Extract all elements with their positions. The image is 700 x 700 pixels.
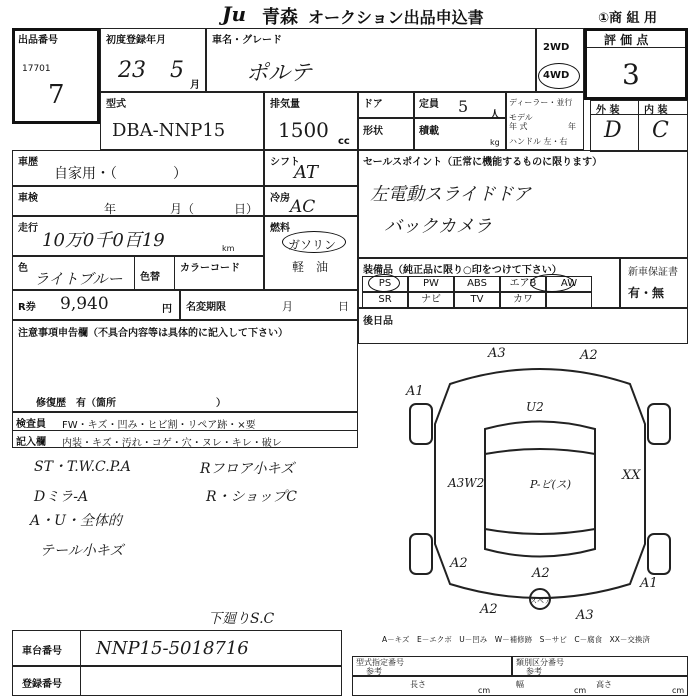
diag-mark-pbs: P-ビ(ス) xyxy=(530,478,572,491)
chassis-value: NNP15-5018716 xyxy=(96,638,249,659)
warranty-value: 有・無 xyxy=(628,286,665,300)
diag-spare: スペア xyxy=(530,597,551,605)
history-label: 車歴 xyxy=(18,157,38,168)
shift-label: シフト xyxy=(270,157,300,168)
dealer-handle: ハンドル 左・右 xyxy=(509,137,568,146)
inspection-day: 日） xyxy=(234,202,259,216)
inspection-year: 年 xyxy=(104,202,117,216)
car-name-value: ポルテ xyxy=(246,61,313,86)
rating-label: 評 価 点 xyxy=(604,33,649,47)
model-label: 型式 xyxy=(106,99,126,110)
inspector-row2: 内装・キズ・汚れ・コゲ・穴・ヌレ・キレ・破レ xyxy=(62,438,282,449)
dim-cm3: cm xyxy=(672,686,685,695)
diag-mark-a1-right: A1 xyxy=(640,576,658,591)
color-change-label: 色替 xyxy=(140,272,160,283)
equipment-cell: PS xyxy=(362,276,408,292)
equipment-cell: SR xyxy=(362,292,408,308)
equipment-cell: ABS xyxy=(454,276,500,292)
first-reg-label: 初度登録年月 xyxy=(106,35,166,46)
first-reg-year: 23 xyxy=(118,58,146,83)
dim-length: 長さ xyxy=(410,680,426,689)
later-date-label: 後日品 xyxy=(363,316,393,327)
equipment-cell: ナビ xyxy=(408,292,454,308)
lot-number: 7 xyxy=(48,80,65,110)
equipment-cell: カワ xyxy=(500,292,546,308)
sales-line2: バックカメラ xyxy=(384,216,492,237)
ext-value: D xyxy=(604,118,622,143)
shape-label: 形状 xyxy=(363,126,383,137)
fuel-label: 燃料 xyxy=(270,223,290,234)
lot-code: 17701 xyxy=(22,64,51,74)
remark-1: ST・T.W.C.P.A xyxy=(34,459,131,475)
class-spec-label: 類別区分番号 xyxy=(516,658,564,667)
lot-label: 出品番号 xyxy=(18,35,58,46)
org-name: 青森 xyxy=(262,7,298,28)
type-spec-sub: 参考 xyxy=(366,667,382,676)
capacity-value: 5 xyxy=(458,97,469,116)
later-date-box xyxy=(358,308,688,344)
diag-mark-a1-left: A1 xyxy=(406,384,424,399)
fuel-diesel: 軽 油 xyxy=(292,260,329,274)
drive-circle xyxy=(538,63,580,89)
aircon-value: AC xyxy=(290,197,316,217)
drive-4wd: 4WD xyxy=(543,70,570,81)
remark-5: Rフロア小キズ xyxy=(200,461,295,477)
remark-7: 下廻りS.C xyxy=(208,611,275,627)
diag-mark-xx: XX xyxy=(622,468,641,483)
recycle-value: 9,940 xyxy=(60,294,109,314)
notes-label: 注意事項申告欄（不具合内容等は具体的に記入して下さい） xyxy=(18,328,288,339)
diag-mark-a3-bottom: A3 xyxy=(576,608,594,623)
int-label: 内 装 xyxy=(644,105,668,116)
mileage-label: 走行 xyxy=(18,223,38,234)
inspection-month: 月（ xyxy=(170,202,195,216)
remark-3: A・U・全体的 xyxy=(30,513,122,529)
car-name-label: 車名・グレード xyxy=(212,35,282,46)
dim-height: 高さ xyxy=(596,680,612,689)
shift-value: AT xyxy=(294,162,319,183)
first-reg-month: 5 xyxy=(170,58,184,83)
equipment-circle-ps xyxy=(368,274,400,292)
diag-mark-a3-top: A3 xyxy=(488,346,506,361)
inspection-label: 車検 xyxy=(18,193,38,204)
fuel-gas: ガソリン xyxy=(288,238,337,252)
sales-label: セールスポイント（正常に機能するものに限ります） xyxy=(363,157,603,168)
displacement-unit: cc xyxy=(338,136,350,147)
first-reg-month-unit: 月 xyxy=(190,80,200,91)
notes-repair: 修復歴 有（箇所 ） xyxy=(36,398,226,409)
recycle-label: R券 xyxy=(18,302,36,313)
dim-cm2: cm xyxy=(574,686,587,695)
name-period-label: 名変期限 xyxy=(186,302,226,313)
equipment-cell: エアB xyxy=(500,276,546,292)
remark-6: R・ショップC xyxy=(206,489,297,505)
load-label: 積載 xyxy=(419,126,439,137)
dealer-model-label: モデル xyxy=(509,113,533,122)
sales-line1: 左電動スライドドア xyxy=(370,184,531,205)
diag-mark-a3w2: A3W2 xyxy=(448,476,485,490)
int-value: C xyxy=(652,118,669,143)
copy-label: ①商 組 用 xyxy=(598,11,658,26)
inspection-box xyxy=(12,186,264,216)
equipment-label: 装備品（純正品に限り○印をつけて下さい） xyxy=(363,265,562,276)
color-value: ライトブルー xyxy=(34,270,123,288)
displacement-label: 排気量 xyxy=(270,99,300,110)
color-label: 色 xyxy=(18,263,28,274)
dim-width: 幅 xyxy=(516,680,524,689)
recycle-unit: 円 xyxy=(162,304,172,315)
inspector-label1: 検査員 xyxy=(16,419,46,430)
equipment-circle-eab xyxy=(530,274,574,292)
drive-2wd: 2WD xyxy=(543,42,570,53)
mileage-unit: km xyxy=(222,244,235,253)
load-unit: kg xyxy=(490,138,500,147)
door-label: ドア xyxy=(363,99,383,110)
dealer-model-unit: 年 xyxy=(568,122,576,131)
capacity-unit: 人 xyxy=(490,110,500,121)
name-period-day: 日 xyxy=(338,300,349,313)
color-code-label: カラーコード xyxy=(180,263,240,274)
dim-cm1: cm xyxy=(478,686,491,695)
rating-value: 3 xyxy=(622,58,640,91)
ju-logo: Ju xyxy=(222,2,247,26)
remark-4: テール小キズ xyxy=(40,543,124,559)
model-value: DBA-NNP15 xyxy=(112,120,226,141)
header xyxy=(0,0,700,28)
aircon-label: 冷房 xyxy=(270,193,290,204)
remark-2: Dミラ-A xyxy=(34,489,89,505)
diag-legend: A－キズ E－エクボ U－凹み W－補修跡 S－サビ C－腐食 XX－交換済 xyxy=(382,635,650,644)
diag-mark-a2-top: A2 xyxy=(580,348,598,363)
fuel-gas-circle xyxy=(282,231,346,253)
inspector-row1: FW・キズ・凹み・ヒビ割・リペア跡・×要 xyxy=(62,420,256,431)
ext-label: 外 装 xyxy=(596,105,620,116)
registration-label: 登録番号 xyxy=(22,679,62,690)
equipment-cell: PW xyxy=(408,276,454,292)
equipment-cell: TV xyxy=(454,292,500,308)
diag-mark-a2-rear: A2 xyxy=(532,566,550,581)
inspector-label2: 記入欄 xyxy=(16,437,46,448)
diag-mark-a2-bottom: A2 xyxy=(480,602,498,617)
history-value: 自家用・（ ） xyxy=(54,166,187,182)
dealer-label: ディーラー・並行 xyxy=(509,98,573,107)
capacity-label: 定員 xyxy=(419,99,439,110)
type-spec-label: 型式指定番号 xyxy=(356,658,404,667)
form-title: オークション出品申込書 xyxy=(308,8,484,27)
equipment-cell: AW xyxy=(546,276,592,292)
class-spec-sub: 参考 xyxy=(526,667,542,676)
chassis-label: 車台番号 xyxy=(22,646,62,657)
displacement-value: 1500 xyxy=(278,118,329,142)
dealer-model-sub: 年 式 xyxy=(509,122,528,131)
mileage-value: 10万0千0百19 xyxy=(42,230,165,251)
diag-mark-u2: U2 xyxy=(526,400,544,414)
equipment-cell xyxy=(546,292,592,308)
warranty-label: 新車保証書 xyxy=(628,267,678,278)
name-period-month: 月 xyxy=(282,300,293,313)
diag-mark-a2-left: A2 xyxy=(450,556,468,571)
